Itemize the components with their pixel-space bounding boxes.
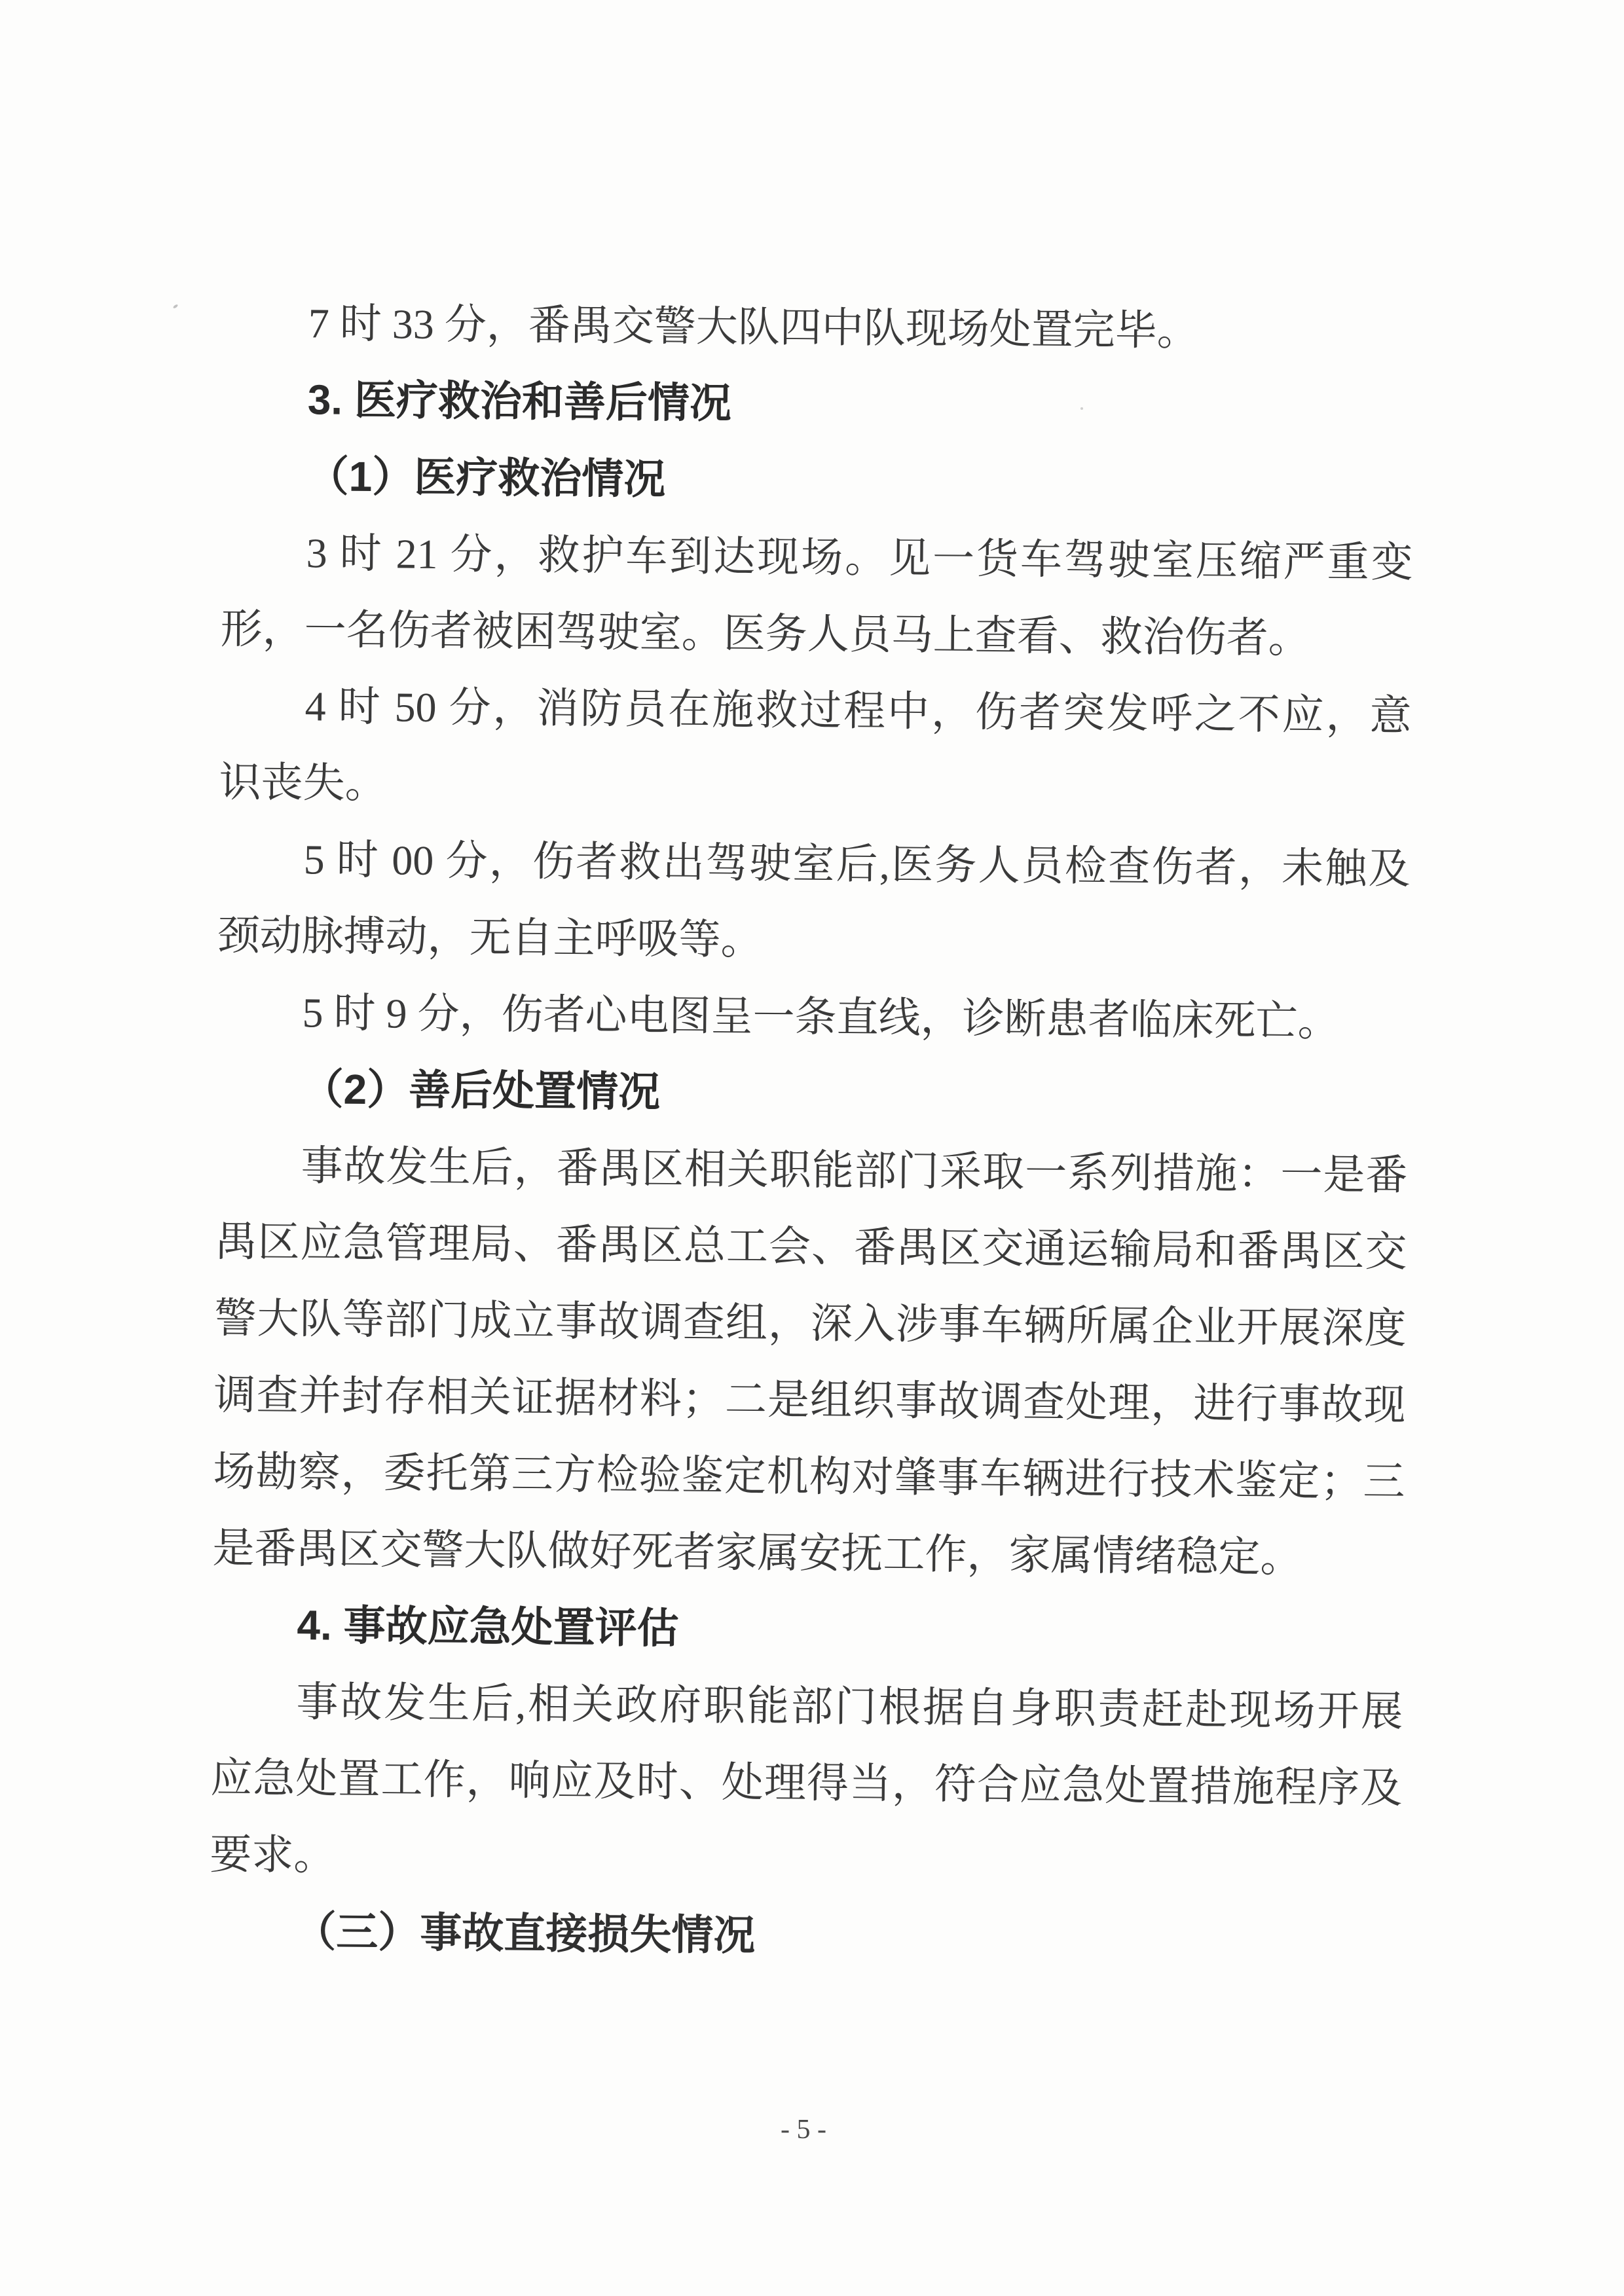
scan-speck	[173, 304, 179, 309]
text-line: 形，一名伤者被困驾驶室。医务人员马上查看、救治伤者。	[220, 606, 1310, 662]
text-line: 事故发生后,相关政府职能部门根据自身职责赶赴现场开展	[296, 1679, 1403, 1735]
text-line: （1）医疗救治情况	[306, 452, 666, 503]
text-line: 3 时 21 分，救护车到达现场。见一货车驾驶室压缩严重变	[306, 530, 1413, 586]
text-line: （2）善后处置情况	[301, 1065, 661, 1116]
text-line: 7 时 33 分，番禺交警大队四中队现场处置完毕。	[308, 300, 1200, 355]
page-number: - 5 -	[781, 2115, 826, 2145]
document-body	[209, 284, 1415, 1980]
text-line: 场勘察，委托第三方检验鉴定机构对肇事车辆进行技术鉴定；三	[213, 1448, 1405, 1505]
text-line: （三）事故直接损失情况	[294, 1908, 756, 1959]
text-line: 警大队等部门成立事故调查组，深入涉事车辆所属企业开展深度	[214, 1295, 1407, 1352]
text-line: 调查并封存相关证据材料；二是组织事故调查处理，进行事故现	[213, 1372, 1406, 1429]
text-line: 是番禺区交警大队做好死者家属安抚工作，家属情绪稳定。	[212, 1525, 1302, 1581]
text-line: 3. 医疗救治和善后情况	[307, 376, 732, 427]
text-line: 应急处置工作，响应及时、处理得当，符合应急处置措施程序及	[210, 1755, 1403, 1812]
text-line: 4 时 50 分，消防员在施救过程中，伤者突发呼之不应，意	[304, 683, 1412, 739]
text-line: 要求。	[210, 1831, 336, 1879]
text-line: 5 时 00 分，伤者救出驾驶室后,医务人员检查伤者，未触及	[303, 836, 1411, 892]
text-line: 事故发生后，番禺区相关职能部门采取一系列措施：一是番	[301, 1142, 1408, 1199]
text-line: 禺区应急管理局、番禺区总工会、番禺区交通运输局和番禺区交	[215, 1218, 1407, 1275]
text-line: 4. 事故应急处置评估	[297, 1601, 679, 1652]
text-line: 颈动脉搏动，无自主呼吸等。	[217, 912, 763, 964]
text-line: 识丧失。	[219, 759, 387, 807]
text-line: 5 时 9 分，伤者心电图呈一条直线，诊断患者临床死亡。	[302, 989, 1340, 1046]
